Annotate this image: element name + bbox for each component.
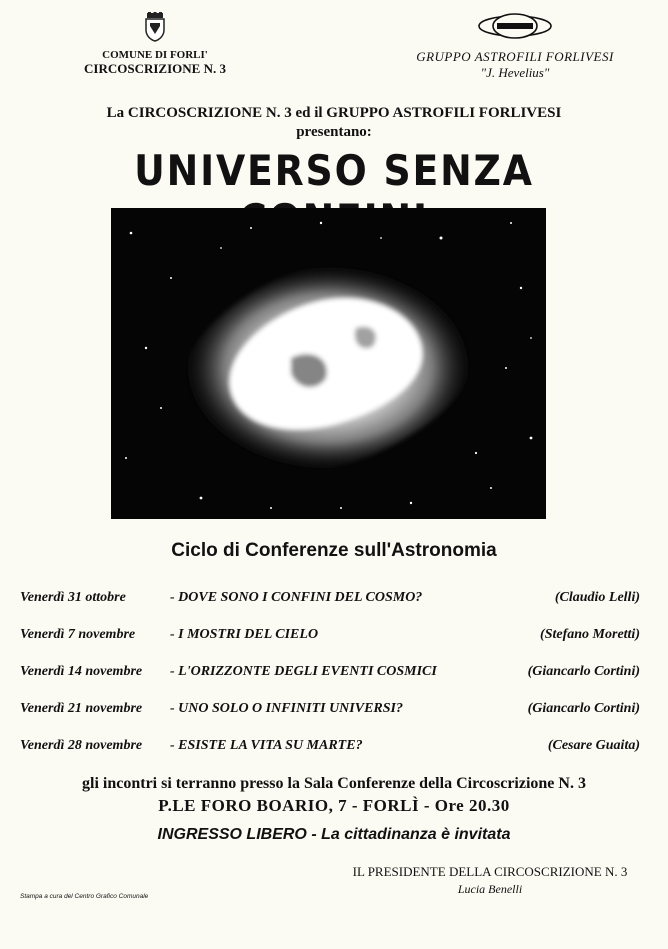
municipality-header: [40, 12, 270, 77]
venue-description: gli incontri si terranno presso la Sala Conferenze della Circoscrizione N. 3: [82, 775, 586, 792]
intro-text: [0, 104, 668, 142]
lecture-topic: - L'ORIZZONTE DEGLI EVENTI COSMICI: [170, 664, 437, 679]
lecture-speaker: (Giancarlo Cortini): [527, 664, 640, 679]
municipality-name: COMUNE DI FORLI': [102, 49, 208, 61]
astronomy-group-header: [380, 12, 650, 81]
free-entry-notice: INGRESSO LIBERO - La cittadinanza è invitata: [157, 826, 511, 843]
president-name: Lucia Benelli: [457, 882, 523, 896]
venue-address: P.LE FORO BOARIO, 7 - FORLÌ - Ore 20.30: [158, 796, 510, 815]
intro-presents: presentano:: [296, 124, 372, 140]
district-name: CIRCOSCRIZIONE N. 3: [84, 61, 226, 76]
lecture-topic: - ESISTE LA VITA SU MARTE?: [170, 738, 363, 753]
group-name: GRUPPO ASTROFILI FORLIVESI: [416, 49, 614, 64]
intro-line: La CIRCOSCRIZIONE N. 3 ed il GRUPPO ASTROFILI FORLIVESI: [106, 105, 562, 121]
lecture-topic: - UNO SOLO O INFINITI UNIVERSI?: [170, 701, 403, 716]
lecture-topic: - I MOSTRI DEL CIELO: [170, 627, 319, 642]
lecture-speaker: (Giancarlo Cortini): [527, 701, 640, 716]
coat-of-arms-icon: [142, 12, 168, 42]
president-title: IL PRESIDENTE DELLA CIRCOSCRIZIONE N. 3: [352, 864, 628, 879]
lecture-row: [20, 590, 640, 610]
nebula-photo: [111, 208, 546, 519]
saturn-logo-icon: [477, 12, 553, 40]
lecture-row: [20, 627, 640, 647]
lecture-speaker: (Claudio Lelli): [554, 590, 640, 605]
lecture-topic: - DOVE SONO I CONFINI DEL COSMO?: [170, 590, 423, 605]
lecture-row: [20, 701, 640, 721]
lecture-speaker: (Stefano Moretti): [540, 627, 640, 642]
lecture-date: Venerdì 31 ottobre: [20, 590, 126, 605]
series-subtitle: Ciclo di Conferenze sull'Astronomia: [171, 540, 497, 561]
lecture-date: Venerdì 21 novembre: [20, 701, 143, 716]
event-title: UNIVERSO SENZA: [134, 146, 534, 195]
lecture-date: Venerdì 14 novembre: [20, 664, 143, 679]
lecture-speaker: (Cesare Guaita): [547, 738, 640, 753]
printer-credit: Stampa a cura del Centro Grafico Comunale: [20, 893, 149, 900]
president-signature: [340, 864, 640, 897]
lecture-date: Venerdì 7 novembre: [20, 627, 136, 642]
lecture-date: Venerdì 28 novembre: [20, 738, 143, 753]
lecture-row: [20, 664, 640, 684]
lecture-row: [20, 738, 640, 758]
group-subtitle: "J. Hevelius": [480, 65, 550, 80]
